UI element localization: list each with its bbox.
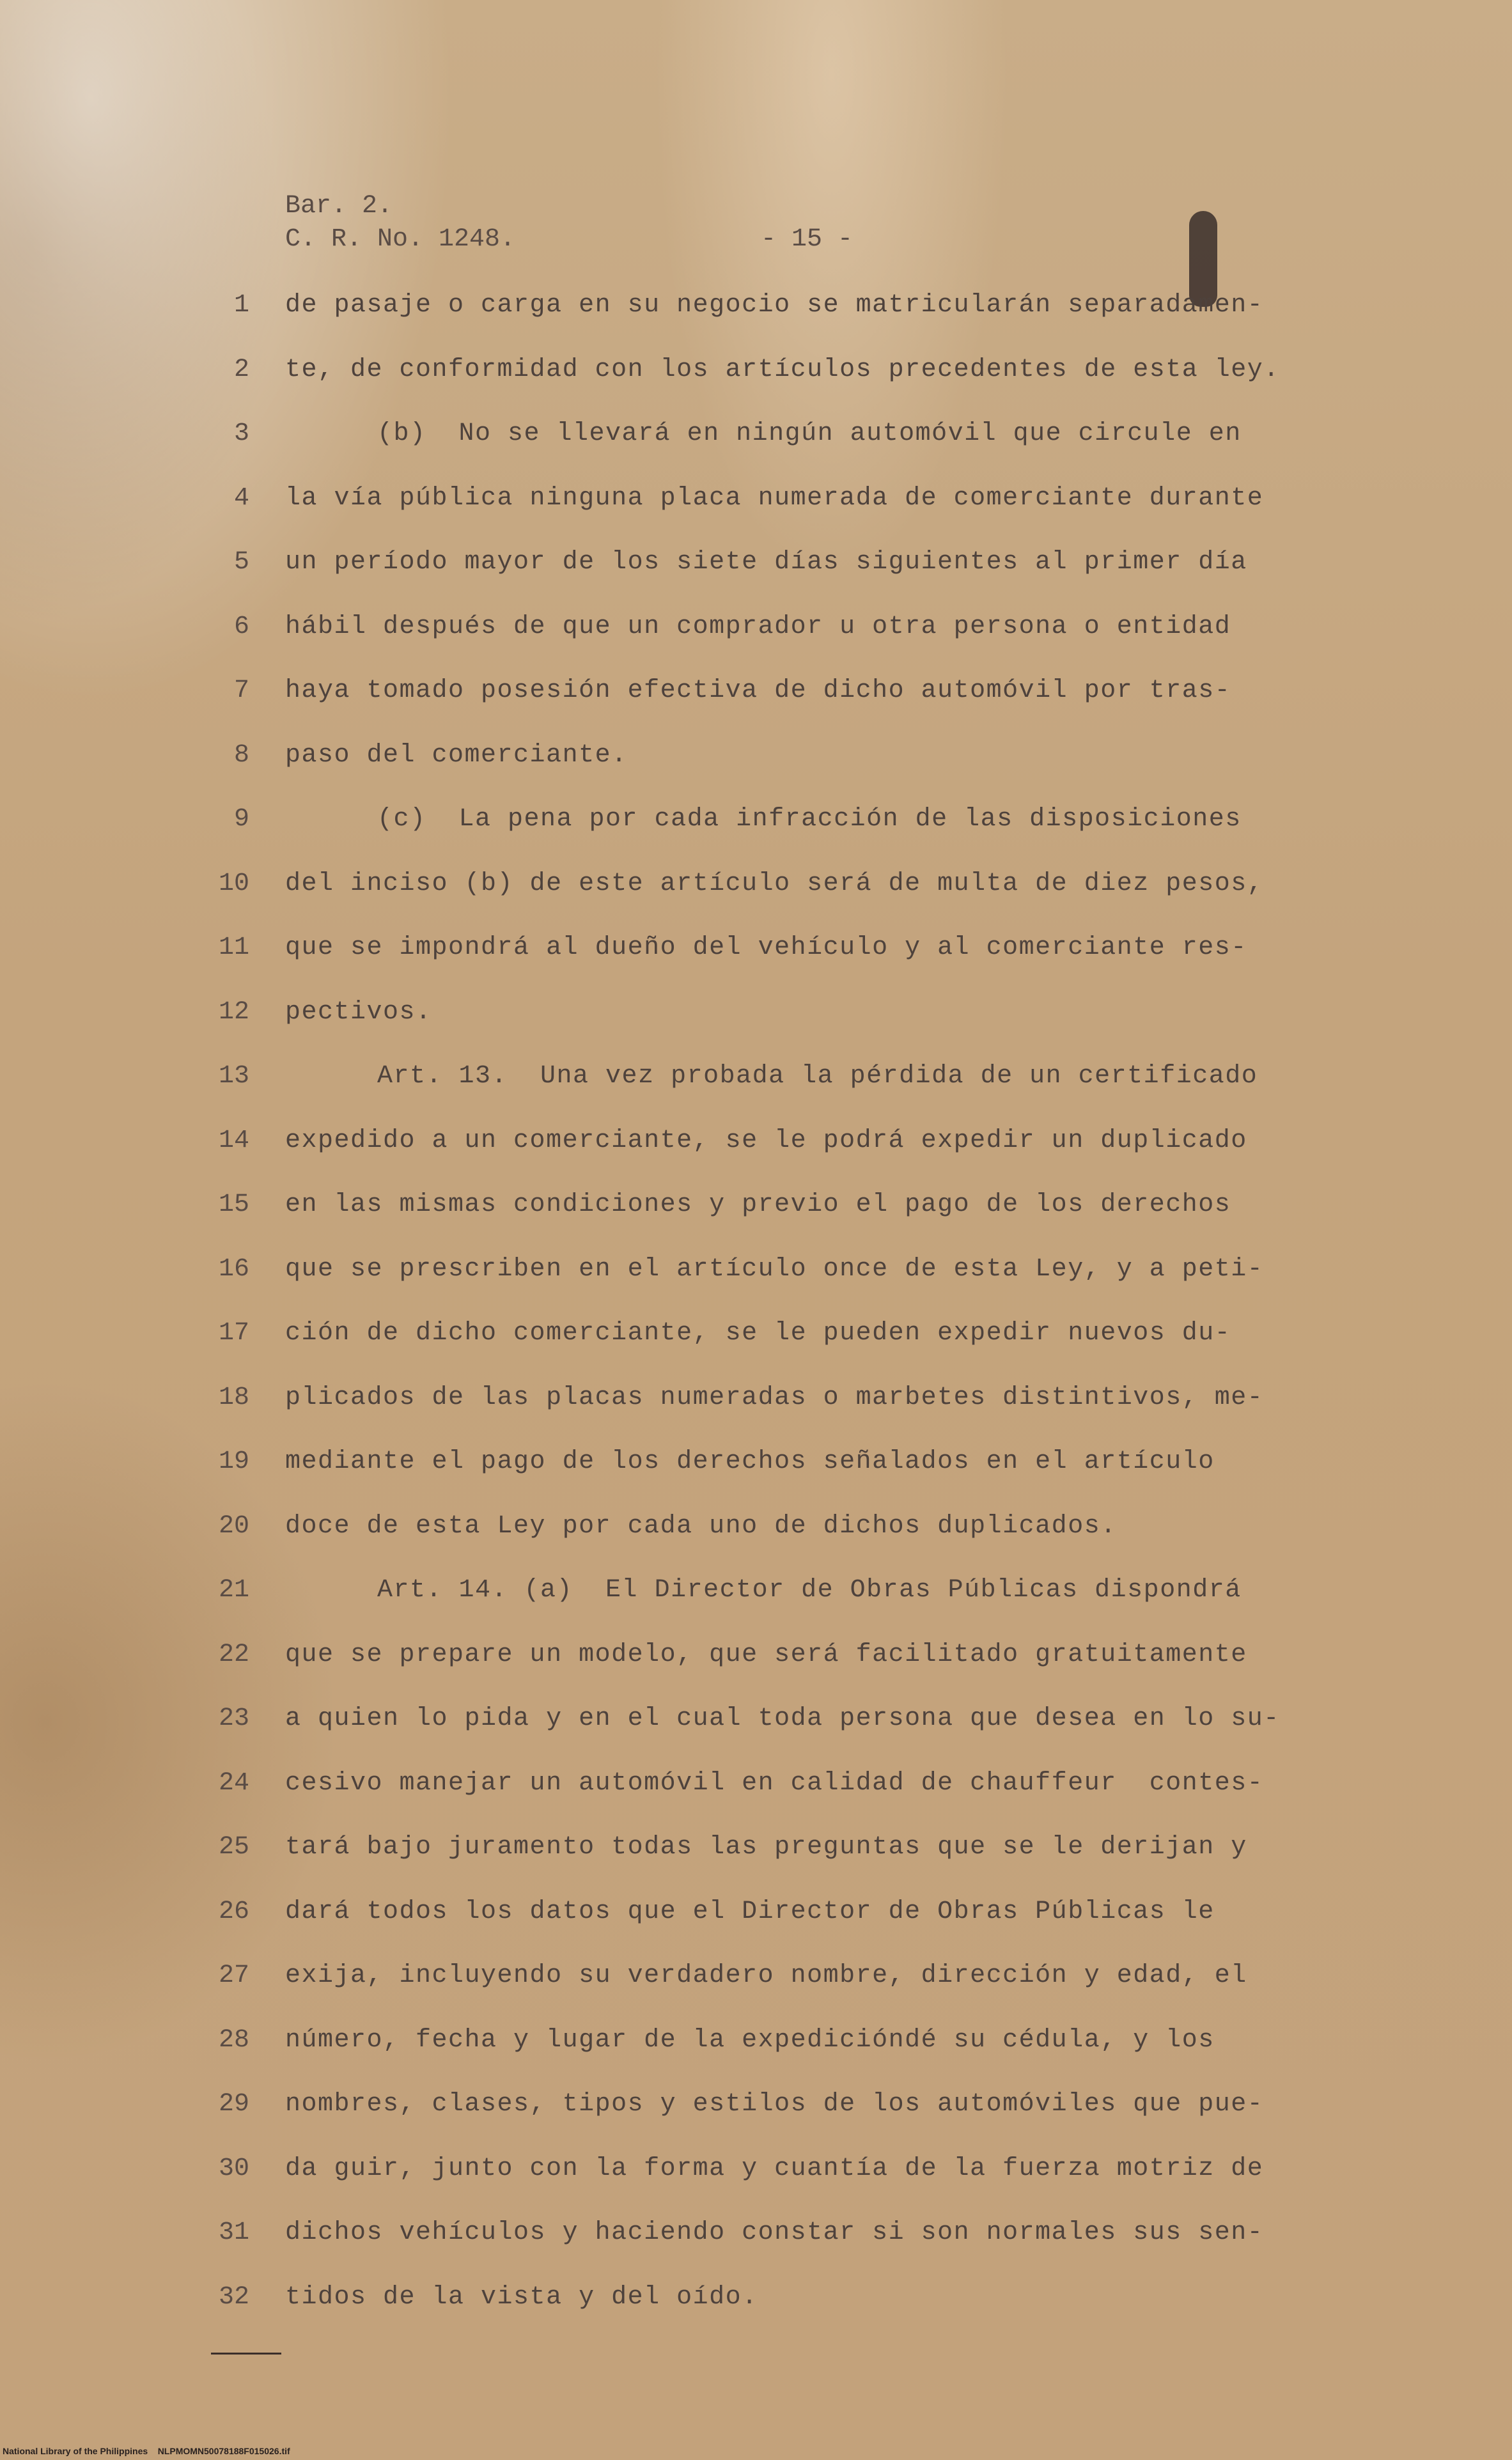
line-number: 13 xyxy=(218,1062,249,1091)
line-number: 31 xyxy=(218,2218,249,2247)
footer-rule xyxy=(211,2353,281,2355)
line-number: 21 xyxy=(218,1576,249,1605)
line-number: 17 xyxy=(218,1319,249,1348)
line-number: 16 xyxy=(218,1255,249,1284)
document-line: tará bajo juramento todas las preguntas que se le derijan y xyxy=(285,1833,1247,1862)
document-line: haya tomado posesión efectiva de dicho automóvil por tras- xyxy=(285,676,1231,705)
line-number: 14 xyxy=(218,1126,249,1155)
line-number: 30 xyxy=(218,2154,249,2183)
document-line: de pasaje o carga en su negocio se matricularán separadamen- xyxy=(285,291,1264,320)
line-number: 7 xyxy=(233,676,249,705)
document-line: plicados de las placas numeradas o marbetes distintivos, me- xyxy=(285,1383,1264,1412)
line-number: 2 xyxy=(233,355,249,384)
line-number: 22 xyxy=(218,1640,249,1669)
line-number: 5 xyxy=(233,548,249,577)
document-line: tidos de la vista y del oído. xyxy=(285,2283,758,2312)
header-bar-number: Bar. 2. xyxy=(285,192,393,221)
line-number: 29 xyxy=(218,2090,249,2119)
line-number: 20 xyxy=(218,1512,249,1541)
document-line: dichos vehículos y haciendo constar si son normales sus sen- xyxy=(285,2218,1264,2247)
line-number: 26 xyxy=(218,1897,249,1926)
document-line: doce de esta Ley por cada uno de dichos duplicados. xyxy=(285,1512,1117,1541)
line-number: 27 xyxy=(218,1961,249,1990)
document-line: a quien lo pida y en el cual toda persona que desea en lo su- xyxy=(285,1704,1280,1733)
line-number: 12 xyxy=(218,998,249,1027)
line-number: 15 xyxy=(218,1190,249,1219)
line-number: 4 xyxy=(233,484,249,513)
line-number: 10 xyxy=(218,869,249,898)
document-line: expedido a un comerciante, se le podrá expedir un duplicado xyxy=(285,1126,1247,1155)
document-line: del inciso (b) de este artículo será de multa de diez pesos, xyxy=(285,869,1264,898)
line-number: 8 xyxy=(233,741,249,770)
document-line: ción de dicho comerciante, se le pueden expedir nuevos du- xyxy=(285,1319,1231,1348)
line-number: 9 xyxy=(233,805,249,834)
document-line: pectivos. xyxy=(285,998,432,1027)
line-number: 23 xyxy=(218,1704,249,1733)
document-line: dará todos los datos que el Director de Obras Públicas le xyxy=(285,1897,1215,1926)
line-number: 18 xyxy=(218,1383,249,1412)
document-line: exija, incluyendo su verdadero nombre, dirección y edad, el xyxy=(285,1961,1247,1990)
document-line: (b) No se llevará en ningún automóvil que circule en xyxy=(377,419,1242,448)
document-line: te, de conformidad con los artículos precedentes de esta ley. xyxy=(285,355,1280,384)
document-line: da guir, junto con la forma y cuantía de la fuerza motriz de xyxy=(285,2154,1264,2183)
document-line: Art. 14. (a) El Director de Obras Públicas dispondrá xyxy=(377,1576,1242,1605)
document-line: que se impondrá al dueño del vehículo y al comerciante res- xyxy=(285,933,1247,962)
line-number: 25 xyxy=(218,1833,249,1862)
document-line: número, fecha y lugar de la expedicióndé su cédula, y los xyxy=(285,2026,1215,2055)
document-line: paso del comerciante. xyxy=(285,741,628,770)
page-number: - 15 - xyxy=(761,225,853,254)
line-number: 32 xyxy=(218,2283,249,2312)
document-line: la vía pública ninguna placa numerada de comerciante durante xyxy=(285,484,1264,513)
document-line: cesivo manejar un automóvil en calidad de chauffeur contes- xyxy=(285,1769,1264,1798)
line-number: 19 xyxy=(218,1447,249,1476)
line-number: 1 xyxy=(233,291,249,320)
document-line: en las mismas condiciones y previo el pago de los derechos xyxy=(285,1190,1231,1219)
line-number: 3 xyxy=(233,419,249,448)
document-line: un período mayor de los siete días siguientes al primer día xyxy=(285,548,1247,577)
line-number: 28 xyxy=(218,2026,249,2055)
archive-footer: National Library of the Philippines NLPMOMN50078188F015026.tif xyxy=(3,2446,290,2456)
document-line: que se prepare un modelo, que será facilitado gratuitamente xyxy=(285,1640,1247,1669)
document-line: nombres, clases, tipos y estilos de los automóviles que pue- xyxy=(285,2090,1264,2119)
document-line: Art. 13. Una vez probada la pérdida de un certificado xyxy=(377,1062,1258,1091)
line-number: 24 xyxy=(218,1769,249,1798)
header-bill-number: C. R. No. 1248. xyxy=(285,225,516,254)
line-number: 11 xyxy=(218,933,249,962)
document-line: (c) La pena por cada infracción de las disposiciones xyxy=(377,805,1242,834)
line-number: 6 xyxy=(233,612,249,641)
document-line: hábil después de que un comprador u otra persona o entidad xyxy=(285,612,1231,641)
document-line: que se prescriben en el artículo once de esta Ley, y a peti- xyxy=(285,1255,1264,1284)
document-line: mediante el pago de los derechos señalados en el artículo xyxy=(285,1447,1215,1476)
